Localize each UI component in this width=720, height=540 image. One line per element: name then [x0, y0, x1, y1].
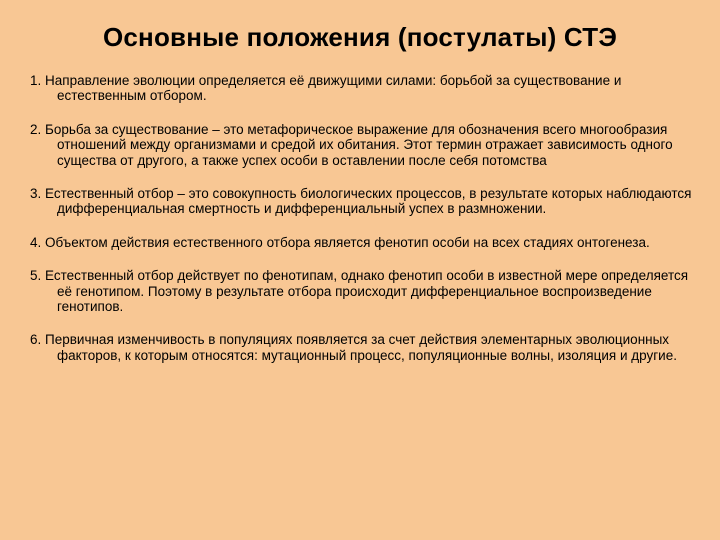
postulate-3: 3. Естественный отбор – это совокупность биологических процессов, в результате которых наблюдаются дифференциальная смертность и дифференциальный успех в размножении.: [30, 186, 692, 217]
postulate-5: 5. Естественный отбор действует по фенотипам, однако фенотип особи в известной мере определяется её генотипом. Поэтому в результате отбора происходит дифференциальное воспроизведение генотипов.: [30, 268, 689, 315]
slide-title: Основные положения (постулаты) СТЭ: [102, 22, 618, 52]
postulate-2: 2. Борьба за существование – это метафорическое выражение для обозначения всего многообразия отношений между организмами и средой их обитания. Этот термин отражает зависимость одного существа от другого, а также успех особи в оставлении после себя потомства: [30, 121, 673, 168]
postulate-list: [30, 73, 694, 381]
postulate-6: 6. Первичная изменчивость в популяциях появляется за счет действия элементарных эволюционных факторов, к которым относятся: мутационный процесс, популяционные волны, изоляция и другие.: [30, 332, 677, 363]
postulate-1: 1. Направление эволюции определяется её движущими силами: борьбой за существование и естественным отбором.: [30, 73, 622, 104]
postulate-4: 4. Объектом действия естественного отбора является фенотип особи на всех стадиях онтогенеза.: [30, 234, 650, 250]
